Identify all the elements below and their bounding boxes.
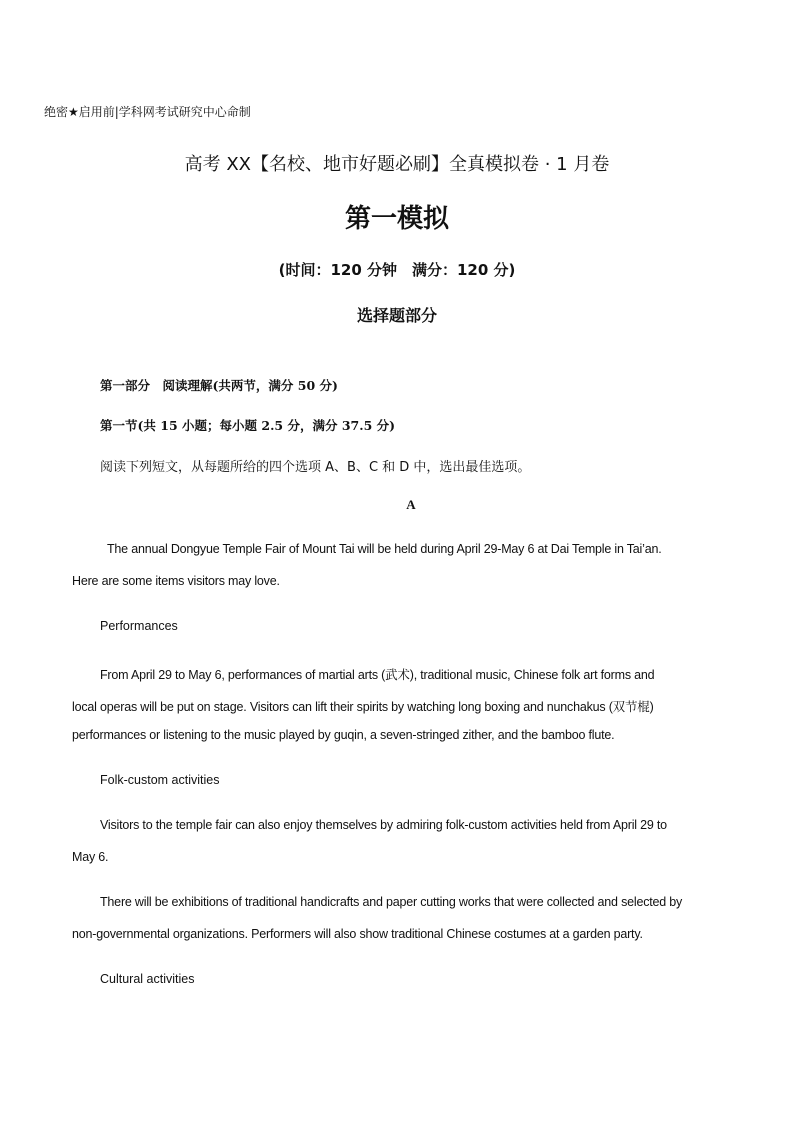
heading-cultural: Cultural activities — [100, 972, 195, 986]
main-title: 第一模拟 — [344, 204, 449, 234]
heading-performances: Performances — [100, 619, 178, 633]
folk-line-1: Visitors to the temple fair can also enjoy themselves by admiring folk-custom activities held from April 29 to — [100, 818, 667, 832]
passage-intro-line-1: The annual Dongyue Temple Fair of Mount Tai will be held during April 29-May 6 at Dai Temple in Tai’an. — [107, 542, 662, 556]
folk-line-2: May 6. — [72, 850, 109, 864]
passage-intro-line-2: Here are some items visitors may love. — [72, 574, 280, 588]
part-one-heading: 第一部分 阅读理解(共两节，满分 50 分) — [100, 378, 338, 393]
exam-title: 高考 XX【名校、地市好题必刷】全真模拟卷 · 1 月卷 — [184, 154, 610, 175]
time-and-score-line: (时间：120 分钟 满分：120 分) — [278, 261, 516, 279]
reading-instructions: 阅读下列短文，从每题所给的四个选项 A、B、C 和 D 中，选出最佳选项。 — [100, 460, 531, 475]
heading-folk-custom: Folk-custom activities — [100, 773, 220, 787]
exhibitions-line-1: There will be exhibitions of traditional handicrafts and paper cutting works that were collected and selected by — [100, 895, 683, 909]
exhibitions-line-2: non-governmental organizations. Performers will also show traditional Chinese costumes at a garden party. — [72, 927, 643, 941]
performances-line-2: local operas will be put on stage. Visitors can lift their spirits by watching long boxing and nunchakus (双节棍) — [72, 700, 654, 714]
performances-line-1: From April 29 to May 6, performances of martial arts (武术), traditional music, Chinese folk art forms and — [100, 668, 655, 682]
section-name: 选择题部分 — [356, 306, 437, 325]
passage-letter: A — [406, 497, 416, 512]
confidential-header-note: 绝密★启用前|学科网考试研究中心命制 — [44, 105, 251, 119]
performances-line-3: performances or listening to the music played by guqin, a seven-stringed zither, and the bamboo flute. — [72, 728, 615, 742]
section-one-heading: 第一节(共 15 小题；每小题 2.5 分，满分 37.5 分) — [100, 418, 396, 433]
